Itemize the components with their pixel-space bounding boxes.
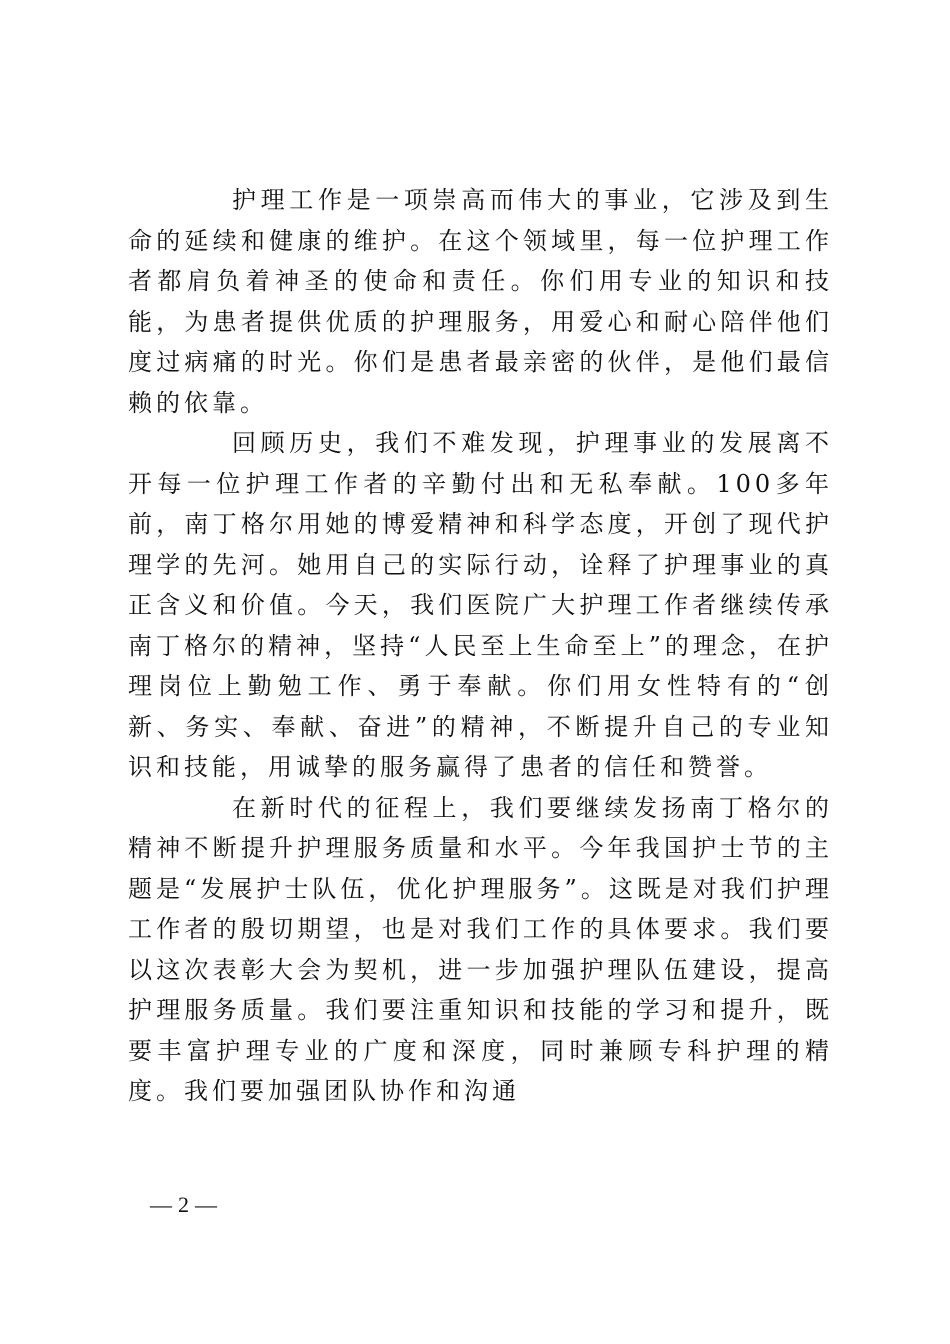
page-footer <box>150 1192 217 1218</box>
paragraph-2: 回顾历史，我们不难发现，护理事业的发展离不开每一位护理工作者的辛勤付出和无私奉献。100多年前，南丁格尔用她的博爱精神和科学态度，开创了现代护理学的先河。她用自己的实际行动，诠释了护理事业的真正含义和价值。今天，我们医院广大护理工作者继续传承南丁格尔的精神，坚持“人民至上生命至上”的理念，在护理岗位上勤勉工作、勇于奉献。你们用女性特有的“创新、务实、奉献、奋进”的精神，不断提升自己的专业知识和技能，用诚挚的服务赢得了患者的信任和赞誉。 <box>128 429 833 781</box>
document-body <box>128 180 833 1112</box>
paragraph-1: 护理工作是一项崇高而伟大的事业，它涉及到生命的延续和健康的维护。在这个领域里，每一位护理工作者都肩负着神圣的使命和责任。你们用专业的知识和技能，为患者提供优质的护理服务，用爱心和耐心陪伴他们度过病痛的时光。你们是患者最亲密的伙伴，是他们最信赖的依靠。 <box>128 186 833 417</box>
paragraph-3: 在新时代的征程上，我们要继续发扬南丁格尔的精神不断提升护理服务质量和水平。今年我国护士节的主题是“发展护士队伍，优化护理服务”。这既是对我们护理工作者的殷切期望，也是对我们工作的具体要求。我们要以这次表彰大会为契机，进一步加强护理队伍建设，提高护理服务质量。我们要注重知识和技能的学习和提升，既要丰富护理专业的广度和深度，同时兼顾专科护理的精度。我们要加强团队协作和沟通 <box>128 793 833 1105</box>
footer-dash-right: — <box>195 1192 217 1217</box>
footer-dash-left: — <box>150 1192 172 1217</box>
page-number: 2 <box>178 1192 189 1217</box>
